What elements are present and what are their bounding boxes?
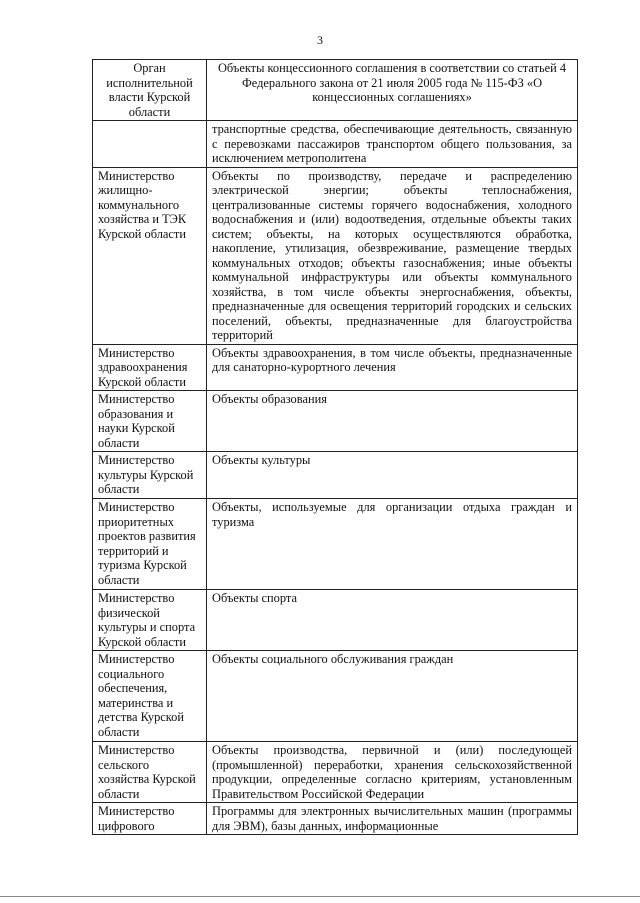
cell-organ: Министерство жилищно-коммунального хозяйства и ТЭК Курской области [93, 167, 207, 344]
cell-objects: Объекты образования [207, 391, 578, 452]
cell-objects: Объекты производства, первичной и (или) последующей (промышленной) переработки, хранения сельскохозяйственной продукции, определенные согласно критериям, установленным Правительством Российской Федерации [207, 742, 578, 803]
page-number: 3 [317, 33, 323, 47]
table-row [93, 167, 578, 344]
cell-objects: Объекты здравоохранения, в том числе объекты, предназначенные для санаторно-курортного лечения [207, 344, 578, 391]
table-header-row [93, 60, 578, 121]
cell-organ: Министерство сельского хозяйства Курской области [93, 742, 207, 803]
table-row [93, 803, 578, 835]
table-row-continuation [93, 121, 578, 168]
cell-organ: Министерство цифрового [93, 803, 207, 835]
cell-objects: транспортные средства, обеспечивающие деятельность, связанную с перевозками пассажиров транспортом общего пользования, за исключением метрополитена [207, 121, 578, 168]
header-organ: Орган исполнительной власти Курской области [93, 60, 207, 121]
cell-objects: Программы для электронных вычислительных машин (программы для ЭВМ), базы данных, информационные [207, 803, 578, 835]
table-row [93, 590, 578, 651]
cell-objects: Объекты спорта [207, 590, 578, 651]
cell-organ: Министерство физической культуры и спорта Курской области [93, 590, 207, 651]
cell-organ-empty [93, 121, 207, 168]
cell-organ: Министерство здравоохранения Курской области [93, 344, 207, 391]
cell-objects: Объекты культуры [207, 452, 578, 499]
cell-objects: Объекты социального обслуживания граждан [207, 651, 578, 742]
page-bottom-edge [0, 896, 640, 897]
table-row [93, 742, 578, 803]
table-row [93, 651, 578, 742]
table-row [93, 499, 578, 590]
table-row [93, 452, 578, 499]
cell-objects: Объекты по производству, передаче и распределению электрической энергии; объекты теплоснабжения, централизованные системы горячего водоснабжения, холодного водоснабжения и (или) водоотведения, отдельные объекты таких систем; объекты, на которых осуществляются обработка, накопление, утилизация, обезвреживание, размещение твердых коммунальных отходов; объекты газоснабжения; иные объекты коммунальной инфраструктуры или объекты коммунального хозяйства, в том числе объекты энергоснабжения, объекты, предназначенные для освещения территорий городских и сельских поселений, объекты, предназначенные для благоустройства территорий [207, 167, 578, 344]
table-row [93, 344, 578, 391]
table-row [93, 391, 578, 452]
concession-objects-table [92, 59, 578, 835]
cell-organ: Министерство приоритетных проектов развития территорий и туризма Курской области [93, 499, 207, 590]
cell-organ: Министерство социального обеспечения, материнства и детства Курской области [93, 651, 207, 742]
cell-organ: Министерство образования и науки Курской области [93, 391, 207, 452]
header-objects: Объекты концессионного соглашения в соответствии со статьей 4 Федерального закона от 21 июля 2005 года № 115-ФЗ «О концессионных соглашениях» [207, 60, 578, 121]
cell-organ: Министерство культуры Курской области [93, 452, 207, 499]
cell-objects: Объекты, используемые для организации отдыха граждан и туризма [207, 499, 578, 590]
